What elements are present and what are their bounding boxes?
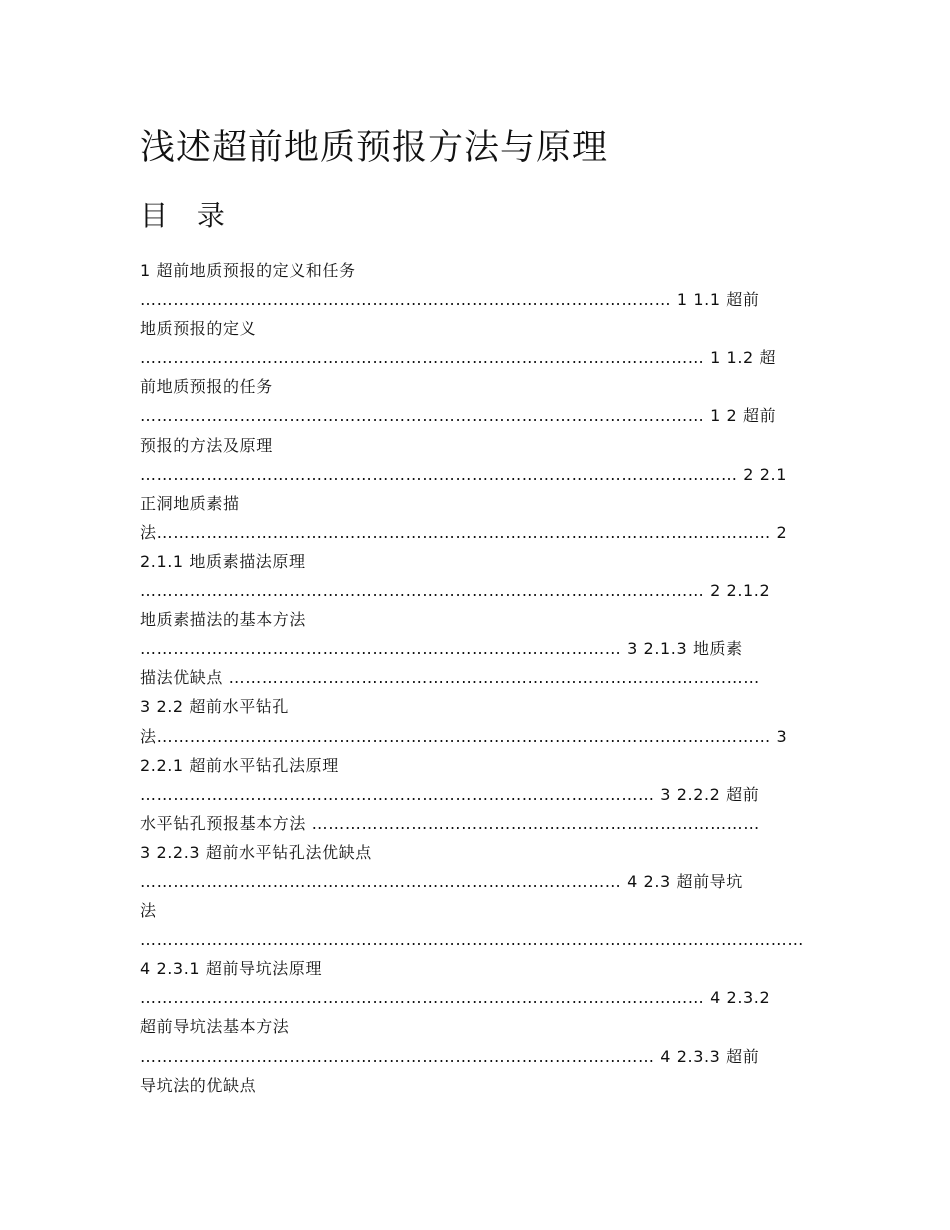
toc-line[interactable]: …………………………………………………………………………… 4 2.3 超前导坑	[140, 871, 743, 891]
toc-line[interactable]: 超前导坑法基本方法	[140, 1017, 290, 1037]
toc-line[interactable]: ………………………………………………………………………………… 3 2.2.2 超前	[140, 784, 760, 804]
toc-line[interactable]: 法	[140, 901, 157, 921]
toc-line[interactable]: 地质素描法的基本方法	[140, 610, 307, 630]
toc-line[interactable]: 4 2.3.1 超前导坑法原理	[140, 959, 323, 979]
toc-line[interactable]: ………………………………………………………………………………………… 4 2.3.2	[140, 988, 771, 1008]
toc-line[interactable]: 导坑法的优缺点	[140, 1075, 257, 1095]
toc-line[interactable]: 正洞地质素描	[140, 493, 240, 513]
toc-line[interactable]: 法………………………………………………………………………………………………… 2	[140, 522, 788, 542]
toc-heading: 目 录	[140, 199, 235, 232]
toc-line[interactable]: ……………………………………………………………………………………………… 2 2.1	[140, 464, 787, 484]
toc-line[interactable]: ………………………………………………………………………………………… 2 2.1.2	[140, 581, 771, 601]
toc-line[interactable]: 法………………………………………………………………………………………………… 3	[140, 726, 788, 746]
toc-line[interactable]: 水平钻孔预报基本方法 ………………………………………………………………………	[140, 813, 760, 833]
toc-line[interactable]: 2.2.1 超前水平钻孔法原理	[140, 755, 339, 775]
toc-line[interactable]: ………………………………………………………………………………………… 1 2 超前	[140, 406, 777, 426]
toc-line[interactable]: 描法优缺点 ……………………………………………………………………………………	[140, 668, 760, 688]
toc-line[interactable]: …………………………………………………………………………………………………………	[140, 930, 804, 950]
toc-line[interactable]: 2.1.1 地质素描法原理	[140, 551, 306, 571]
toc-line[interactable]: 3 2.2.3 超前水平钻孔法优缺点	[140, 842, 372, 862]
toc-line[interactable]: 地质预报的定义	[140, 319, 257, 339]
toc-line[interactable]: …………………………………………………………………………… 3 2.1.3 地质素	[140, 639, 743, 659]
table-of-contents	[140, 256, 810, 1100]
toc-line[interactable]: …………………………………………………………………………………… 1 1.1 超前	[140, 290, 760, 310]
toc-line[interactable]: ………………………………………………………………………………… 4 2.3.3 超前	[140, 1046, 760, 1066]
document-title: 浅述超前地质预报方法与原理	[140, 128, 609, 168]
toc-line[interactable]: 前地质预报的任务	[140, 377, 273, 397]
toc-line[interactable]: 3 2.2 超前水平钻孔	[140, 697, 289, 717]
toc-line[interactable]: 1 超前地质预报的定义和任务	[140, 261, 356, 280]
toc-line[interactable]: 预报的方法及原理	[140, 435, 273, 455]
toc-line[interactable]: ………………………………………………………………………………………… 1 1.2 超	[140, 348, 777, 368]
